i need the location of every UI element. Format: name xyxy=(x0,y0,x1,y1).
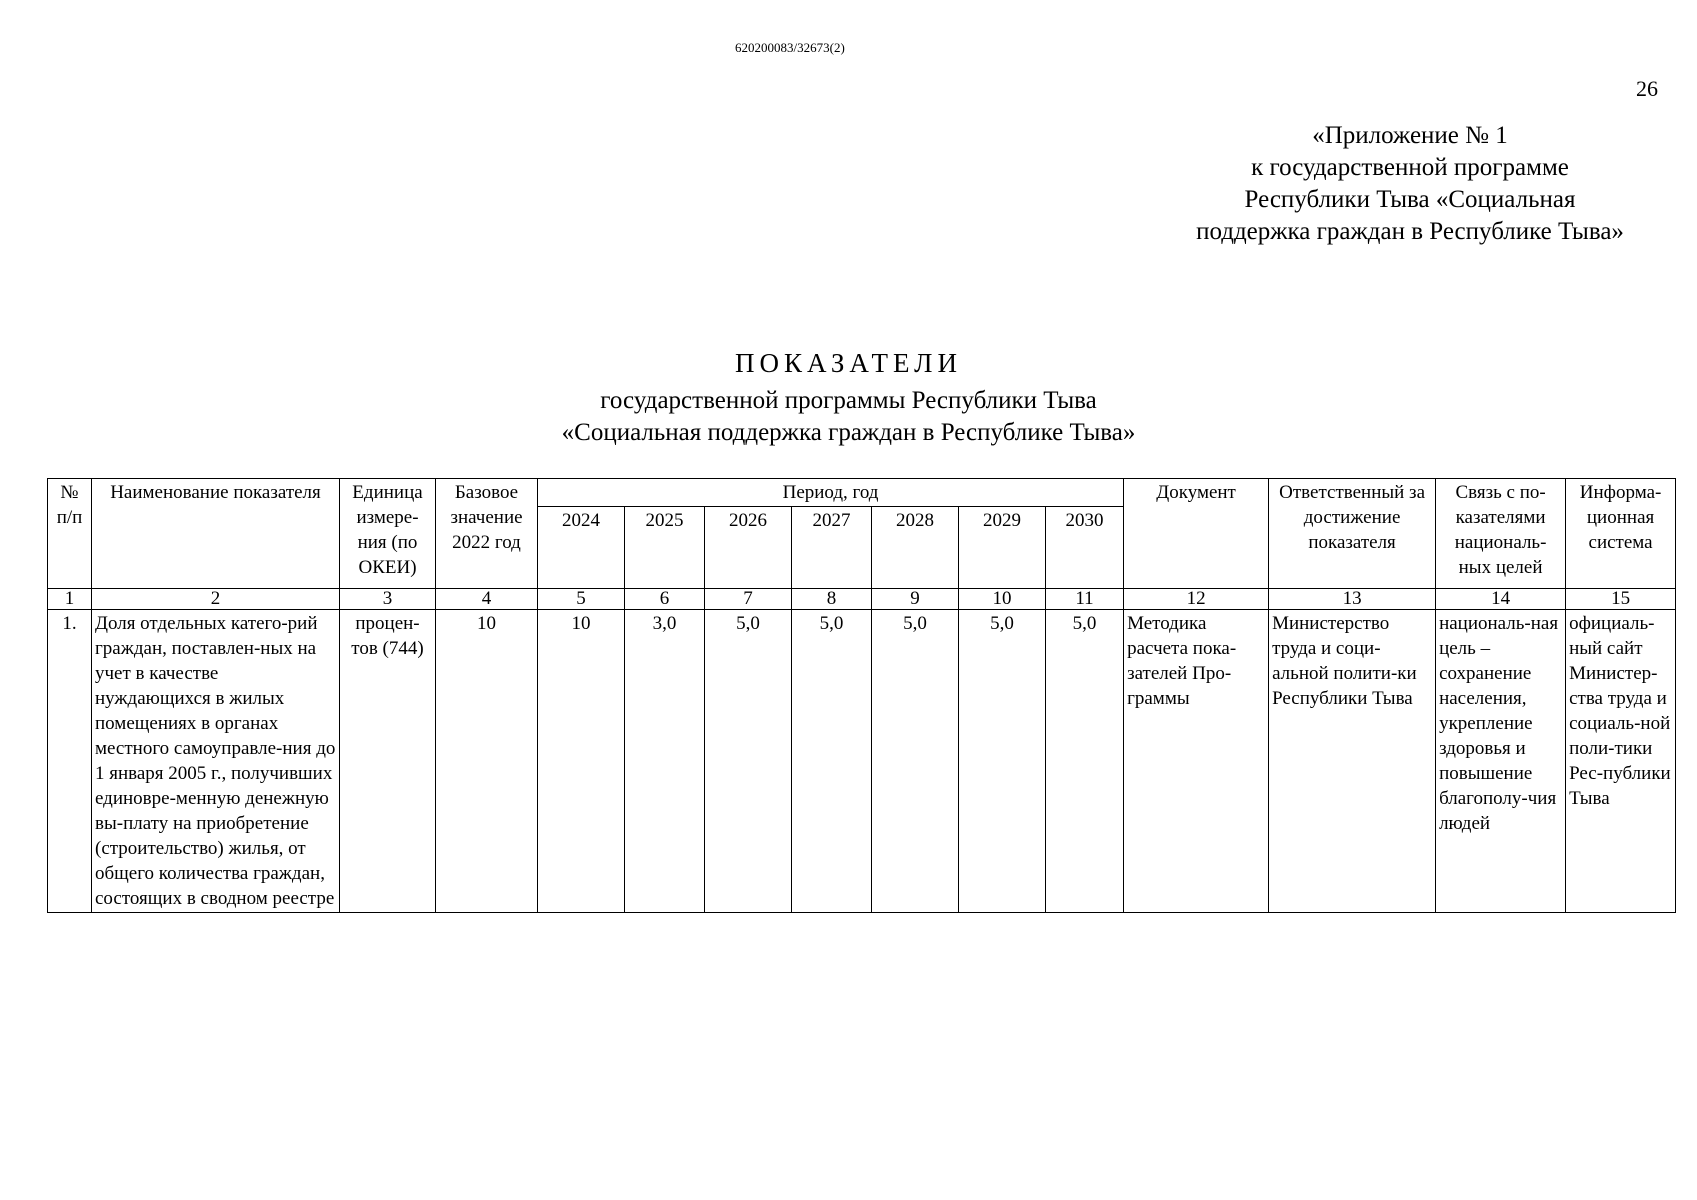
column-number: 10 xyxy=(959,589,1046,610)
header-document: Документ xyxy=(1124,479,1269,589)
value-2029: 5,0 xyxy=(959,610,1046,913)
column-number: 4 xyxy=(436,589,538,610)
value-2027: 5,0 xyxy=(792,610,872,913)
indicator-national-goal-link: националь-ная цель – сохранение населения, укрепление здоровья и повышение благополу-чия людей xyxy=(1436,610,1566,913)
indicators-table xyxy=(47,478,1676,913)
header-info: Информа-ционная система xyxy=(1566,479,1676,589)
header-num: № п/п xyxy=(48,479,92,589)
indicator-document: Методика расчета пока-зателей Про-граммы xyxy=(1124,610,1269,913)
table-row xyxy=(48,610,1676,913)
column-number: 3 xyxy=(340,589,436,610)
column-number: 15 xyxy=(1566,589,1676,610)
header-row xyxy=(48,479,1676,507)
value-2024: 10 xyxy=(538,610,625,913)
column-number: 8 xyxy=(792,589,872,610)
value-2025: 3,0 xyxy=(625,610,705,913)
annex-line: поддержка граждан в Республике Тыва» xyxy=(1196,218,1624,245)
page-number: 26 xyxy=(1636,76,1658,101)
subtitle-line: государственной программы Республики Тыва xyxy=(600,387,1097,414)
indicator-name: Доля отдельных катего-рий граждан, поставлен-ных на учет в качестве нуждающихся в жилых помещениях в органах местного самоуправле-ния до 1 января 2005 г., получивших единовре-менную денежную вы-плату на приобретение (строительство) жилья, от общего количества граждан, состоящих в сводном реестре xyxy=(92,610,340,913)
column-number: 14 xyxy=(1436,589,1566,610)
annex-line: «Приложение № 1 xyxy=(1312,122,1508,149)
annex-line: Республики Тыва «Социальная xyxy=(1244,186,1576,213)
year-header: 2027 xyxy=(792,507,872,589)
header-unit: Единица измере-ния (по ОКЕИ) xyxy=(340,479,436,589)
header-name: Наименование показателя xyxy=(92,479,340,589)
header-link: Связь с по-казателями националь-ных целей xyxy=(1436,479,1566,589)
year-header: 2030 xyxy=(1046,507,1124,589)
indicator-base-value: 10 xyxy=(436,610,538,913)
indicator-info-system: официаль-ный сайт Министер-ства труда и социаль-ной поли-тики Рес-публики Тыва xyxy=(1566,610,1676,913)
column-number: 5 xyxy=(538,589,625,610)
column-number-row xyxy=(48,589,1676,610)
header-period: Период, год xyxy=(538,479,1124,507)
year-header: 2024 xyxy=(538,507,625,589)
column-number: 13 xyxy=(1269,589,1436,610)
subtitle-line: «Социальная поддержка граждан в Республике Тыва» xyxy=(561,419,1136,446)
annex-line: к государственной программе xyxy=(1251,154,1569,181)
column-number: 12 xyxy=(1124,589,1269,610)
value-2028: 5,0 xyxy=(872,610,959,913)
column-number: 7 xyxy=(705,589,792,610)
row-number: 1. xyxy=(48,610,92,913)
year-header: 2025 xyxy=(625,507,705,589)
document-subtitle xyxy=(0,385,1697,449)
year-header: 2029 xyxy=(959,507,1046,589)
header-base: Базовое значение 2022 год xyxy=(436,479,538,589)
document-id: 620200083/32673(2) xyxy=(735,40,845,55)
column-number: 11 xyxy=(1046,589,1124,610)
value-2026: 5,0 xyxy=(705,610,792,913)
year-header: 2026 xyxy=(705,507,792,589)
column-number: 9 xyxy=(872,589,959,610)
column-number: 1 xyxy=(48,589,92,610)
indicator-responsible: Министерство труда и соци-альной полити-ки Республики Тыва xyxy=(1269,610,1436,913)
header-responsible: Ответственный за достижение показателя xyxy=(1269,479,1436,589)
annex-reference xyxy=(1150,120,1670,248)
indicator-unit: процен-тов (744) xyxy=(340,610,436,913)
column-number: 6 xyxy=(625,589,705,610)
year-header: 2028 xyxy=(872,507,959,589)
value-2030: 5,0 xyxy=(1046,610,1124,913)
column-number: 2 xyxy=(92,589,340,610)
document-title: ПОКАЗАТЕЛИ xyxy=(735,348,962,378)
